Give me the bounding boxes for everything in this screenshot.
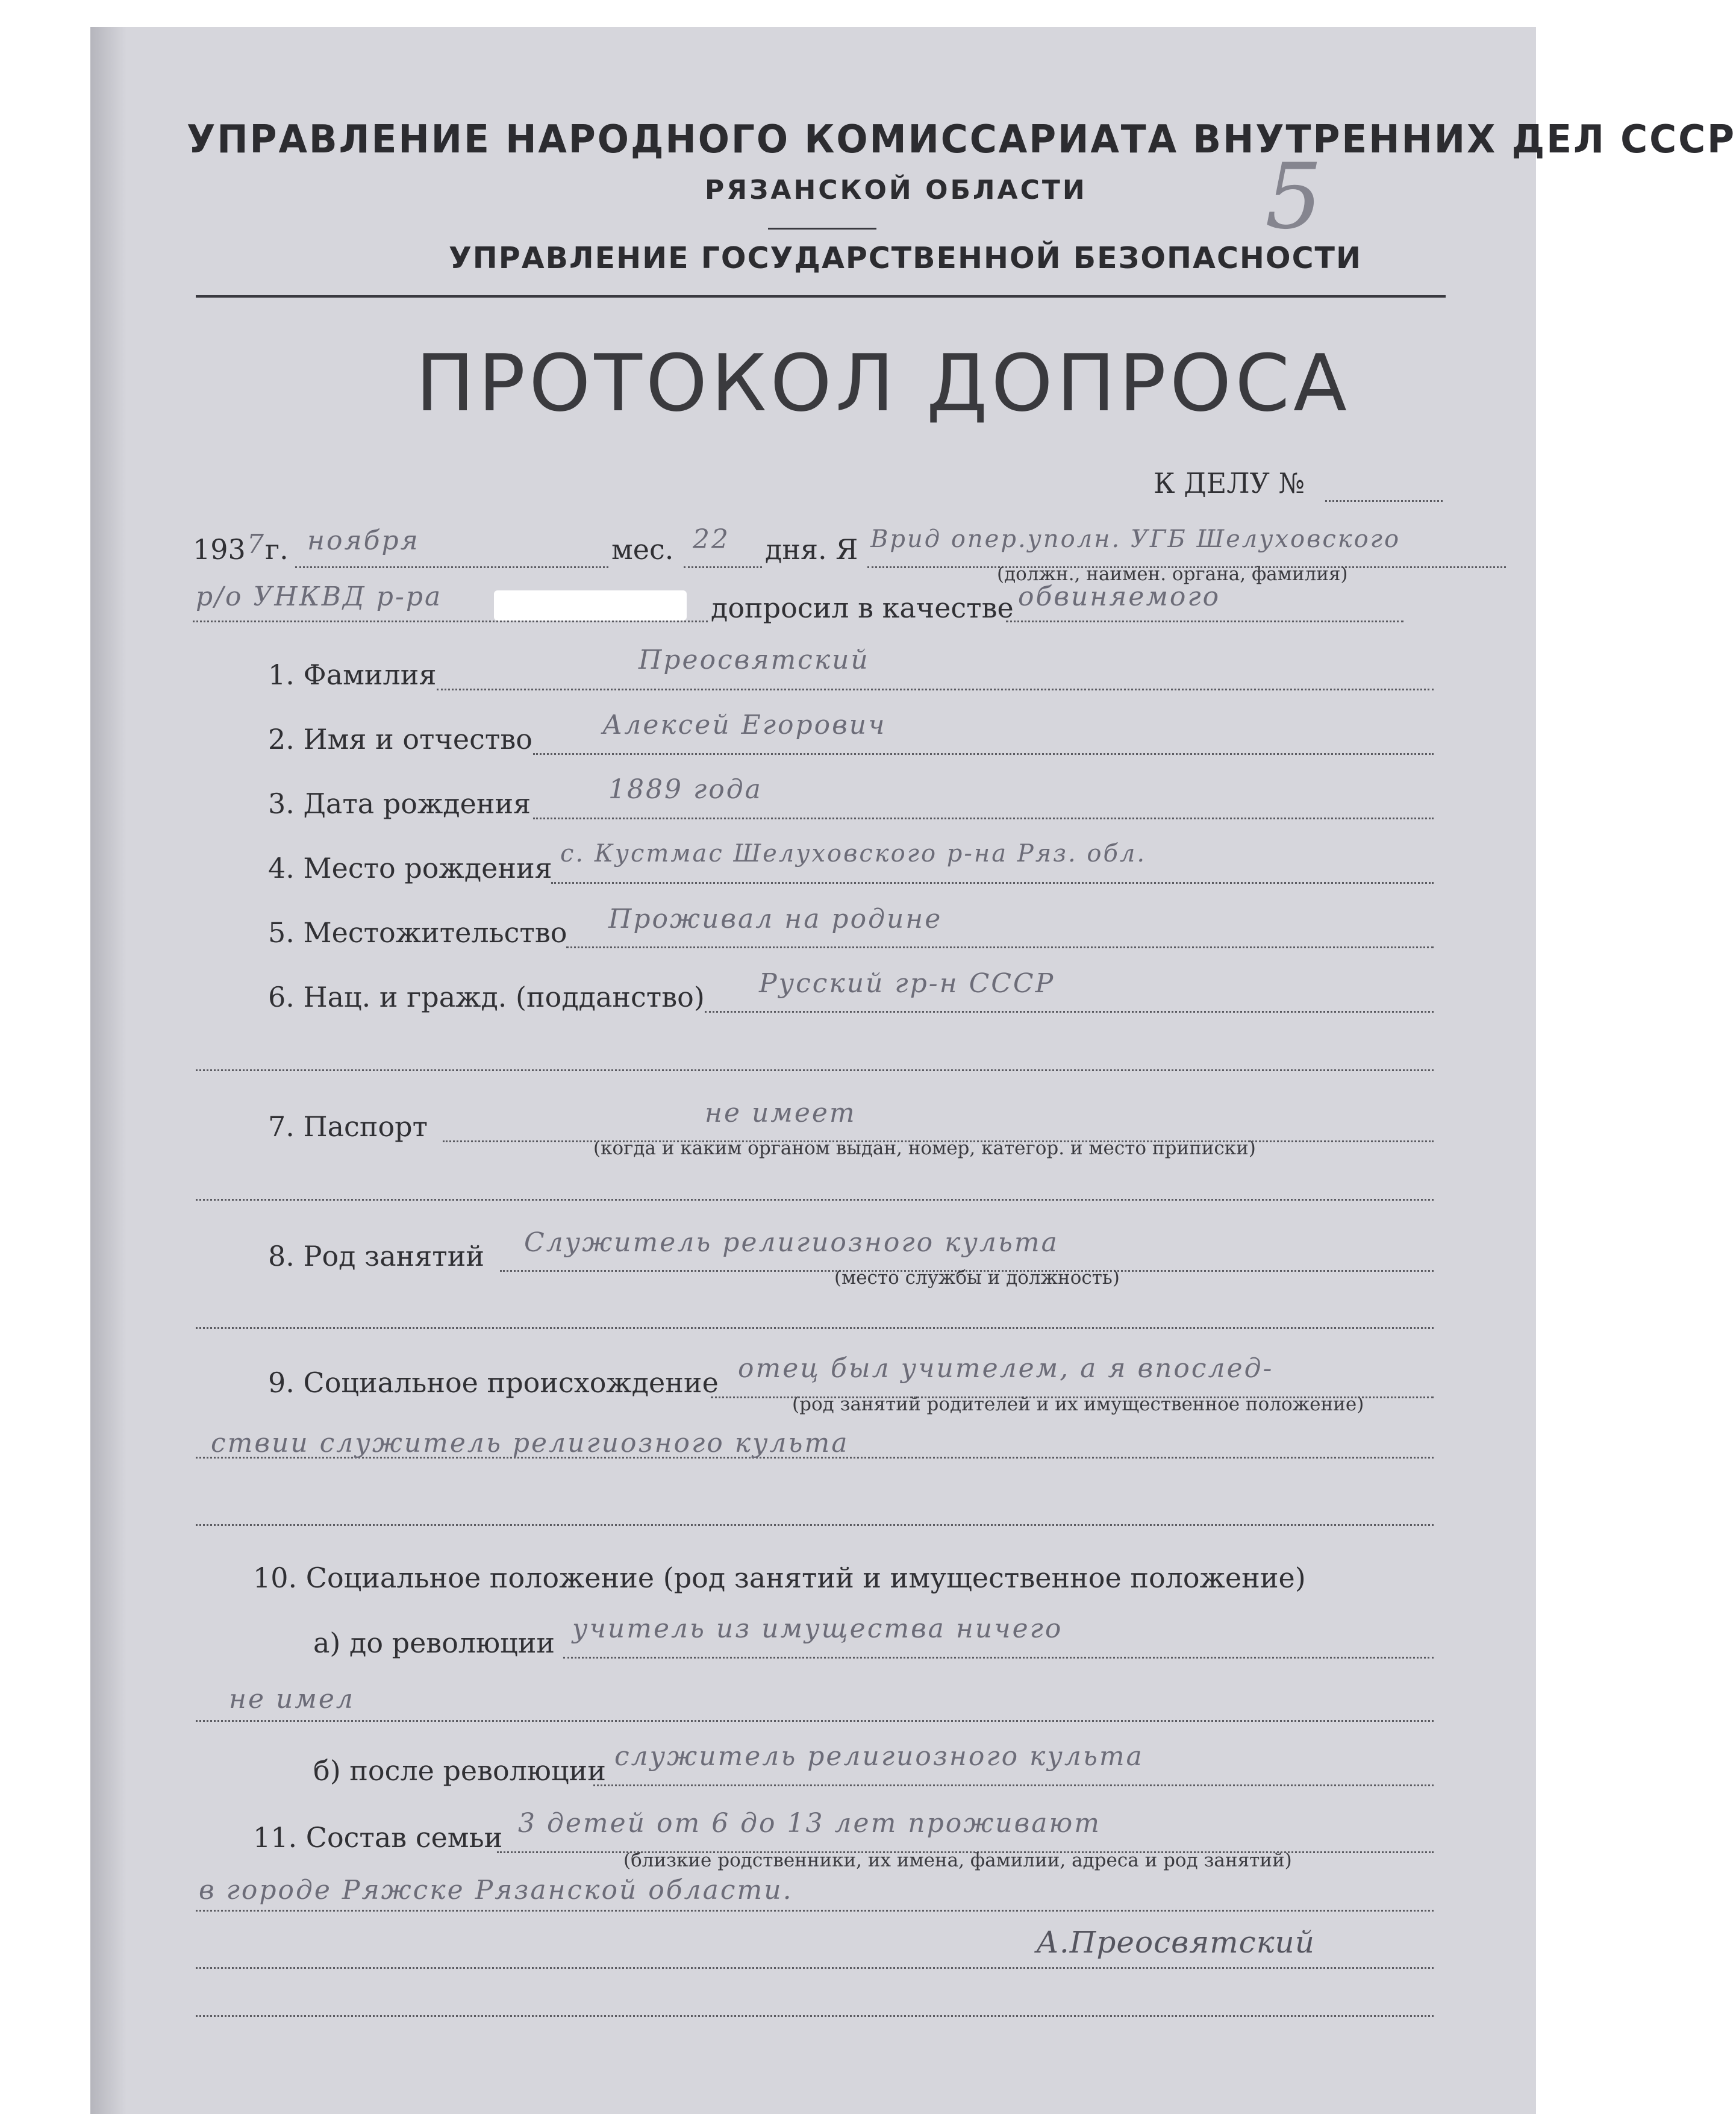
field-name-label: 2. Имя и отчество xyxy=(268,723,532,755)
field-passport-value: не имеет xyxy=(705,1098,857,1128)
field-nationality-line-2 xyxy=(196,1069,1434,1071)
field-after-revolution-line xyxy=(593,1784,1434,1786)
header-divider xyxy=(196,295,1446,298)
field-family-caption: (близкие родственники, их имена, фамилии, адреса и род занятий) xyxy=(623,1850,1292,1871)
questioned-as-label: допросил в качестве xyxy=(711,592,1014,624)
officer-value-2: р/о УНКВД р-ра xyxy=(196,581,443,612)
case-number-field xyxy=(1325,500,1443,502)
questioned-as-value: обвиняемого xyxy=(1018,581,1221,612)
field-residence-label: 5. Местожительство xyxy=(268,916,567,949)
field-family-line-2 xyxy=(196,1910,1434,1912)
field-birthplace-line xyxy=(551,882,1434,884)
day-value: 22 xyxy=(693,524,730,555)
header-short-rule xyxy=(768,228,876,230)
field-residence-line xyxy=(566,946,1434,948)
redaction-mark xyxy=(494,590,687,621)
day-field xyxy=(684,566,762,568)
sheet-shadow-edge xyxy=(90,27,126,2114)
month-label: мес. xyxy=(611,533,674,566)
header-agency-line: УПРАВЛЕНИЕ НАРОДНОГО КОМИССАРИАТА ВНУТРЕННИХ ДЕЛ СССР xyxy=(187,117,1736,162)
header-directorate-line: УПРАВЛЕНИЕ ГОСУДАРСТВЕННОЙ БЕЗОПАСНОСТИ xyxy=(449,241,1362,275)
field-origin-caption: (род занятий родителей и их имущественное положение) xyxy=(792,1393,1364,1415)
field-name-value: Алексей Егорович xyxy=(602,710,887,740)
field-occupation-label: 8. Род занятий xyxy=(268,1240,485,1272)
field-after-revolution-label: б) после революции xyxy=(313,1754,606,1787)
field-before-revolution-label: а) до революции xyxy=(313,1627,555,1659)
field-occupation-line-2 xyxy=(196,1327,1434,1329)
field-residence-value: Проживал на родине xyxy=(608,904,943,934)
month-field xyxy=(295,566,608,568)
field-origin-label: 9. Социальное происхождение xyxy=(268,1366,719,1399)
field-birthdate-line xyxy=(533,818,1434,819)
field-family-value: 3 детей от 6 до 13 лет проживают xyxy=(518,1808,1101,1839)
field-birthdate-value: 1889 года xyxy=(608,774,763,805)
field-nationality-line xyxy=(705,1011,1434,1013)
blank-line-1 xyxy=(196,1967,1434,1969)
field-nationality-value: Русский гр-н СССР xyxy=(759,968,1055,999)
field-surname-label: 1. Фамилия xyxy=(268,658,437,691)
field-birthdate-label: 3. Дата рождения xyxy=(268,787,531,820)
officer-field-2 xyxy=(193,621,708,622)
field-nationality-label: 6. Нац. и гражд. (подданство) xyxy=(268,981,705,1013)
blank-line-2 xyxy=(196,2015,1434,2017)
case-number-label: К ДЕЛУ № xyxy=(1154,467,1305,499)
document-title: ПРОТОКОЛ ДОПРОСА xyxy=(416,337,1350,429)
field-before-revolution-line-2 xyxy=(196,1720,1434,1722)
margin-handwritten-mark: 5 xyxy=(1265,145,1325,249)
field-passport-caption: (когда и каким органом выдан, номер, категор. и место приписки) xyxy=(593,1137,1256,1159)
field-origin-continuation: ствии служитель религиозного культа xyxy=(211,1428,849,1459)
field-origin-line-3 xyxy=(196,1524,1434,1526)
header-region-line: РЯЗАНСКОЙ ОБЛАСТИ xyxy=(705,175,1087,205)
year-prefix: 193 xyxy=(193,533,246,566)
questioned-as-field xyxy=(1006,621,1403,622)
field-occupation-value: Служитель религиозного культа xyxy=(524,1227,1059,1258)
field-passport-line-2 xyxy=(196,1199,1434,1201)
field-birthplace-value: с. Кустмас Шелуховского р-на Ряз. обл. xyxy=(560,840,1147,868)
officer-value: Врид опер.уполн. УГБ Шелуховского xyxy=(870,525,1401,553)
field-birthplace-label: 4. Место рождения xyxy=(268,852,552,884)
interrogee-signature: А.Преосвятский xyxy=(1036,1925,1315,1960)
field-family-continuation: в городе Ряжске Рязанской области. xyxy=(199,1875,793,1906)
field-social-status-label: 10. Социальное положение (род занятий и имущественное положение) xyxy=(253,1562,1306,1594)
field-family-label: 11. Состав семьи xyxy=(253,1821,503,1854)
field-occupation-caption: (место службы и должность) xyxy=(834,1267,1120,1289)
field-surname-line xyxy=(437,689,1434,690)
field-before-revolution-value: учитель из имущества ничего xyxy=(572,1613,1063,1644)
field-after-revolution-value: служитель религиозного культа xyxy=(614,1741,1144,1772)
year-suffix: г. xyxy=(265,533,289,566)
officer-caption: (должн., наимен. органа, фамилия) xyxy=(997,563,1348,585)
field-origin-value: отец был учителем, а я впослед- xyxy=(738,1353,1274,1384)
field-name-line xyxy=(533,753,1434,755)
field-passport-label: 7. Паспорт xyxy=(268,1110,428,1143)
field-before-revolution-line xyxy=(563,1657,1434,1659)
year-digit-value: 7 xyxy=(247,529,266,560)
field-before-revolution-continuation: не имел xyxy=(229,1684,355,1715)
day-label: дня. Я xyxy=(765,533,858,566)
field-surname-value: Преосвятский xyxy=(639,645,870,675)
month-value: ноября xyxy=(307,525,420,556)
